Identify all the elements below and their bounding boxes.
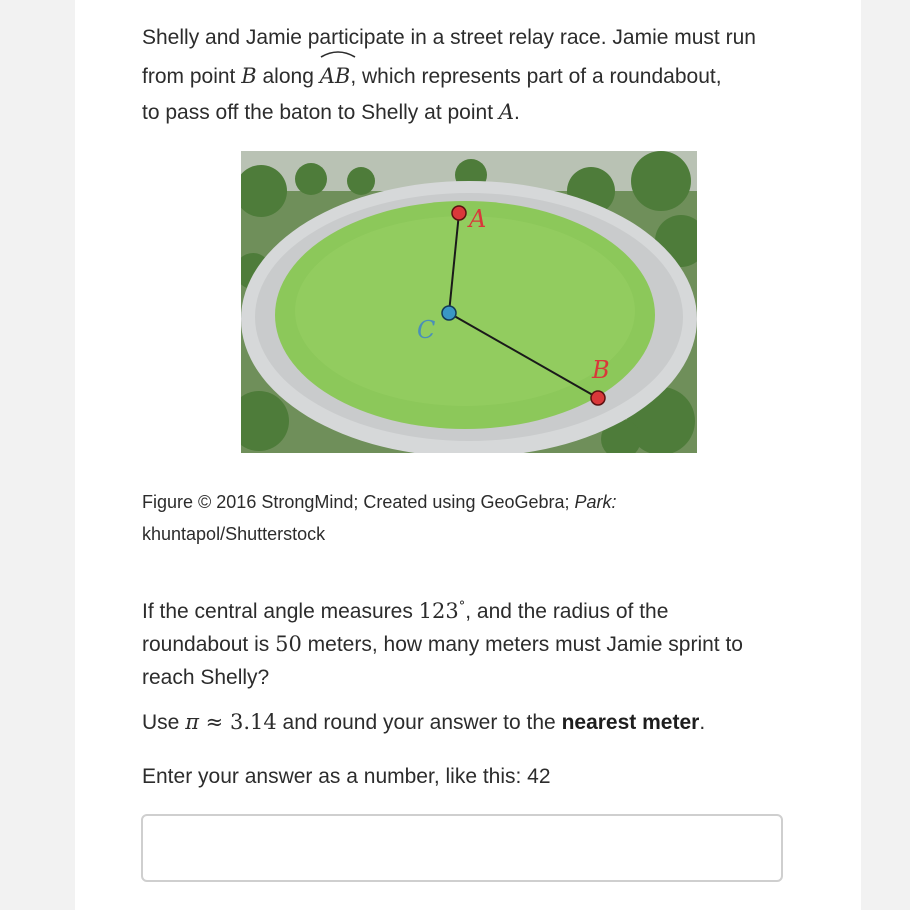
label-a: A [469,205,487,233]
question-line3: reach Shelly? [142,666,270,689]
question-pre-angle: If the central angle measures [142,600,419,623]
pi-symbol: π [185,710,199,734]
figure-caption [142,486,617,550]
caption-line1: Figure © 2016 StrongMind; Created using GeoGebra; [142,492,575,512]
point-b-text: B [241,64,257,88]
caption-line2: khuntapol/Shutterstock [142,524,326,544]
rounding-bold: nearest meter [561,711,700,734]
point-b-marker [591,391,605,405]
rounding-instruction [142,706,705,739]
problem-intro [142,18,756,129]
rounding-mid: and round your answer to the [276,711,562,734]
grass-highlight [295,216,635,406]
arc-label: AB [319,64,351,88]
rounding-end: . [699,711,706,734]
question-text [142,590,743,694]
question-line2-pre: roundabout is [142,633,276,656]
angle-value: 123 [418,599,459,623]
intro-period: . [514,101,520,124]
point-a-marker [452,206,466,220]
intro-line3: to pass off the baton to Shelly at point [142,101,499,124]
question-line2-post: meters, how many meters must Jamie sprint to [301,633,743,656]
rounding-pre: Use [142,711,186,734]
arc-ab [320,57,351,96]
answer-input[interactable] [141,814,783,882]
intro-along: along [256,65,320,88]
approx-symbol: ≈ [199,710,230,734]
radius-value: 50 [275,632,302,656]
pi-value: 3.14 [229,710,277,734]
question-mid: , and the radius of the [465,600,669,623]
point-a-text: A [498,100,515,124]
point-c-marker [442,306,456,320]
answer-format-instruction: Enter your answer as a number, like this: 42 [142,765,551,788]
degree-symbol: ° [458,599,466,614]
roundabout-diagram [241,151,697,453]
label-c: C [417,316,436,344]
intro-line1: Shelly and Jamie participate in a street relay race. Jamie must run [142,26,756,49]
intro-from-point: from point [142,65,242,88]
intro-line2-rest: , which represents part of a roundabout, [350,65,722,88]
roundabout-figure [241,151,697,453]
arc-symbol-icon [318,47,358,59]
label-b: B [592,356,610,384]
caption-park: Park: [574,492,617,512]
content-panel [75,0,861,910]
